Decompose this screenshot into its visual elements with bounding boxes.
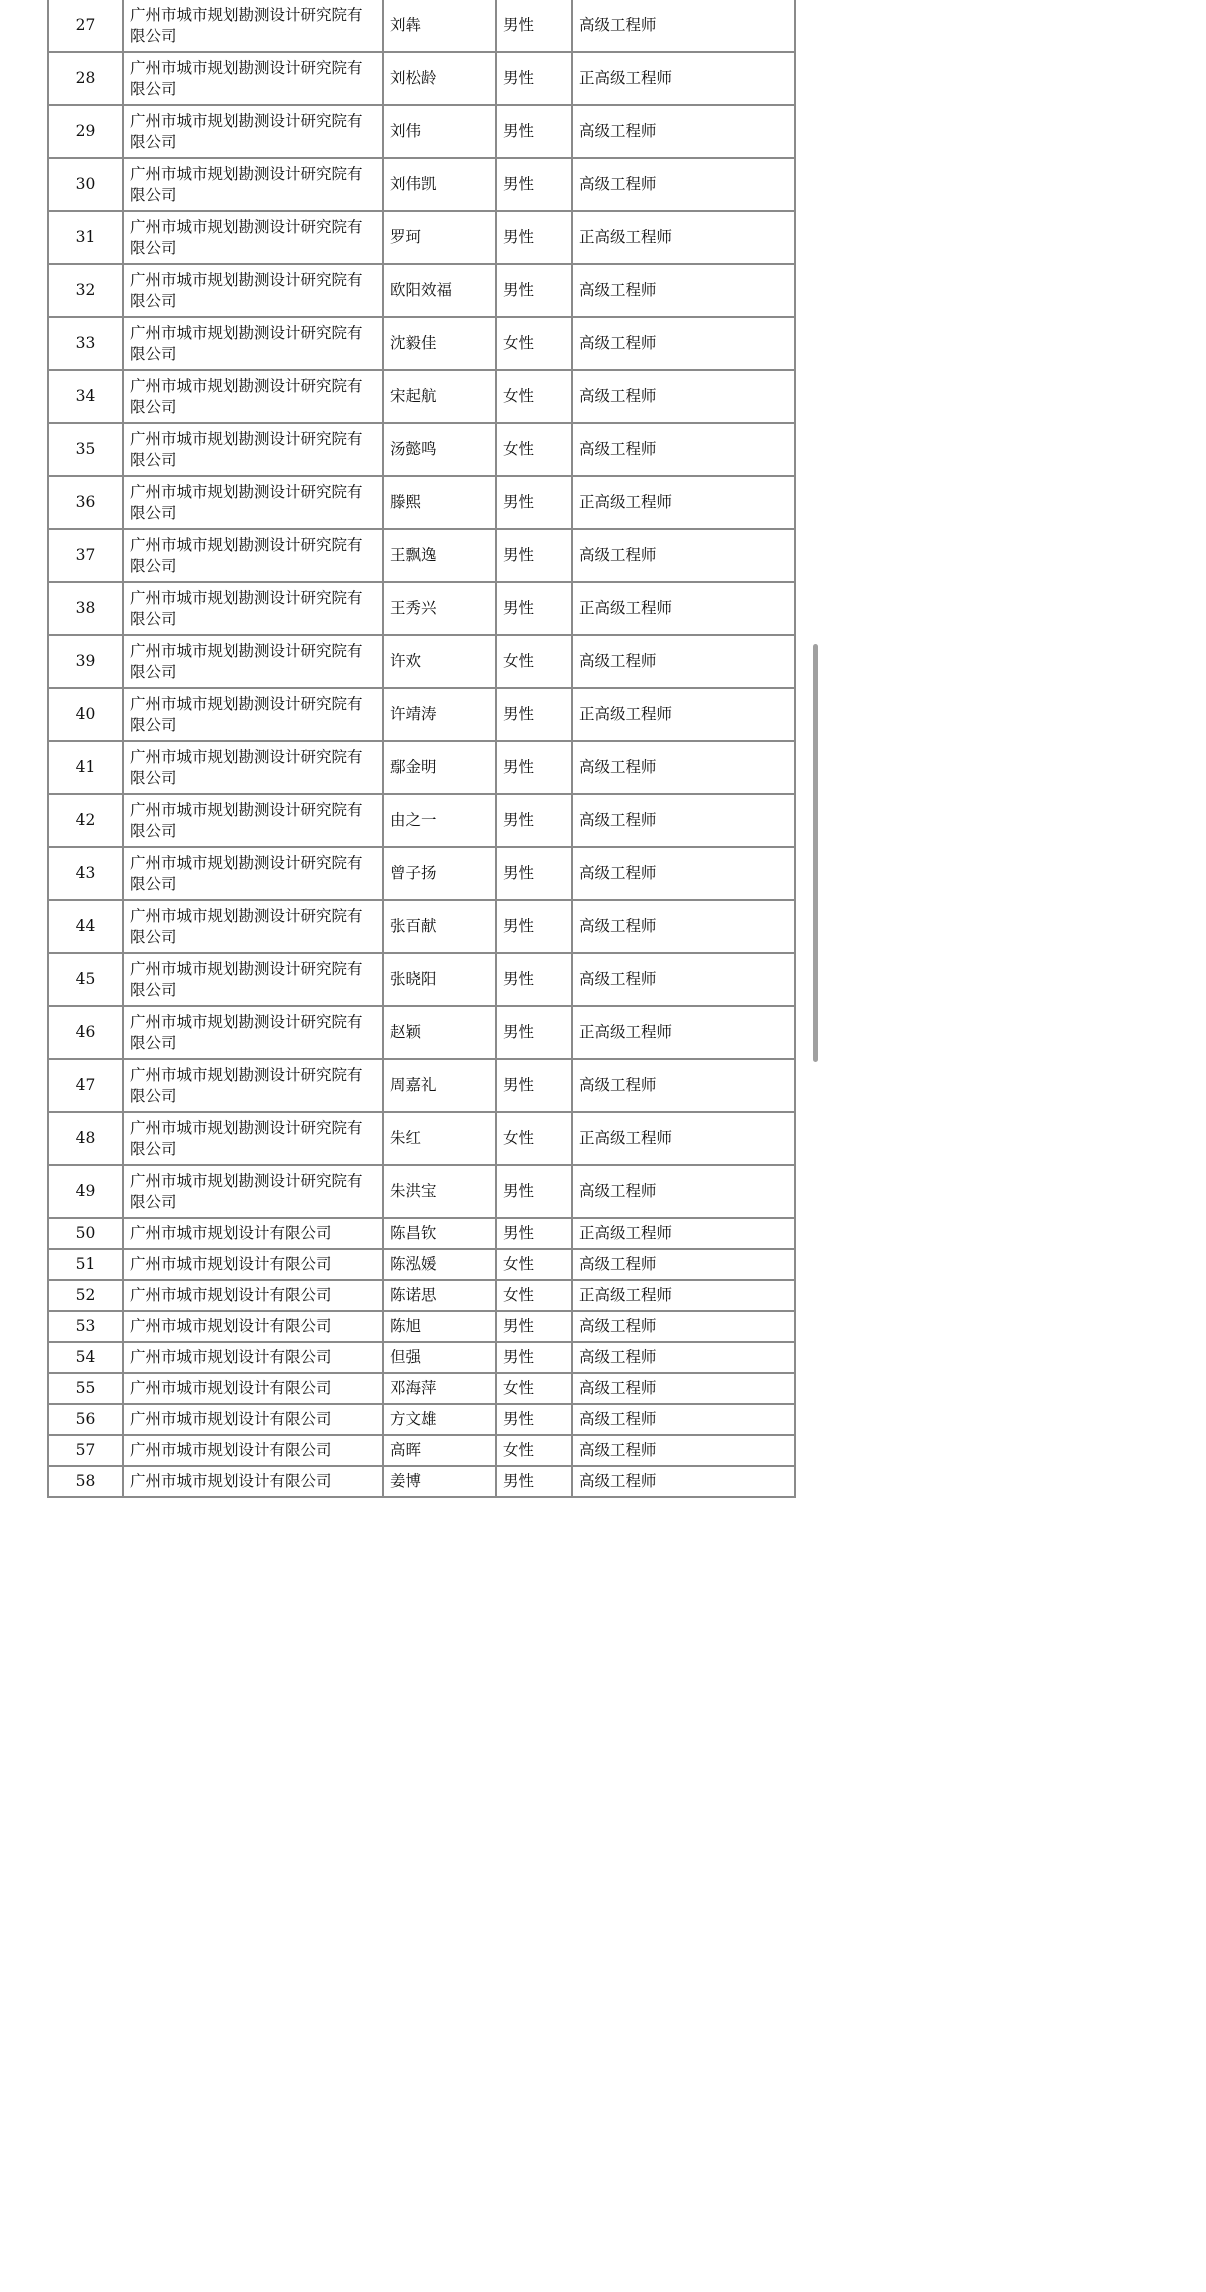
gender-cell: 男性	[496, 211, 572, 264]
person-name-cell: 鄢金明	[383, 741, 496, 794]
table-row	[48, 1059, 795, 1112]
gender-cell: 男性	[496, 105, 572, 158]
table-row	[48, 741, 795, 794]
gender-cell: 女性	[496, 317, 572, 370]
organization-cell: 广州市城市规划勘测设计研究院有限公司	[123, 317, 383, 370]
table-row	[48, 52, 795, 105]
table-row	[48, 635, 795, 688]
table-row	[48, 370, 795, 423]
organization-cell: 广州市城市规划勘测设计研究院有限公司	[123, 900, 383, 953]
gender-cell: 男性	[496, 794, 572, 847]
person-name-cell: 张晓阳	[383, 953, 496, 1006]
person-name-cell: 赵颖	[383, 1006, 496, 1059]
person-name-cell: 滕熙	[383, 476, 496, 529]
gender-cell: 男性	[496, 1342, 572, 1373]
professional-title-cell: 高级工程师	[572, 847, 795, 900]
row-number-cell: 54	[48, 1342, 123, 1373]
gender-cell: 女性	[496, 1435, 572, 1466]
person-name-cell: 许欢	[383, 635, 496, 688]
person-name-cell: 姜博	[383, 1466, 496, 1497]
gender-cell: 男性	[496, 264, 572, 317]
professional-title-cell: 高级工程师	[572, 953, 795, 1006]
person-name-cell: 陈旭	[383, 1311, 496, 1342]
personnel-table	[47, 0, 796, 1498]
professional-title-cell: 高级工程师	[572, 1435, 795, 1466]
person-name-cell: 汤懿鸣	[383, 423, 496, 476]
row-number-cell: 52	[48, 1280, 123, 1311]
gender-cell: 女性	[496, 1373, 572, 1404]
row-number-cell: 35	[48, 423, 123, 476]
row-number-cell: 46	[48, 1006, 123, 1059]
row-number-cell: 33	[48, 317, 123, 370]
organization-cell: 广州市城市规划勘测设计研究院有限公司	[123, 847, 383, 900]
person-name-cell: 罗珂	[383, 211, 496, 264]
organization-cell: 广州市城市规划勘测设计研究院有限公司	[123, 582, 383, 635]
table-row	[48, 953, 795, 1006]
table-row	[48, 1342, 795, 1373]
organization-cell: 广州市城市规划设计有限公司	[123, 1373, 383, 1404]
vertical-scrollbar[interactable]	[813, 644, 818, 1062]
professional-title-cell: 高级工程师	[572, 105, 795, 158]
professional-title-cell: 高级工程师	[572, 317, 795, 370]
person-name-cell: 沈毅佳	[383, 317, 496, 370]
professional-title-cell: 高级工程师	[572, 1466, 795, 1497]
person-name-cell: 刘犇	[383, 0, 496, 52]
gender-cell: 男性	[496, 1059, 572, 1112]
row-number-cell: 48	[48, 1112, 123, 1165]
gender-cell: 男性	[496, 1466, 572, 1497]
table-row	[48, 158, 795, 211]
gender-cell: 男性	[496, 52, 572, 105]
organization-cell: 广州市城市规划勘测设计研究院有限公司	[123, 264, 383, 317]
gender-cell: 男性	[496, 900, 572, 953]
gender-cell: 男性	[496, 0, 572, 52]
table-row	[48, 900, 795, 953]
person-name-cell: 由之一	[383, 794, 496, 847]
organization-cell: 广州市城市规划设计有限公司	[123, 1280, 383, 1311]
row-number-cell: 30	[48, 158, 123, 211]
gender-cell: 男性	[496, 741, 572, 794]
person-name-cell: 刘伟	[383, 105, 496, 158]
person-name-cell: 王秀兴	[383, 582, 496, 635]
professional-title-cell: 正高级工程师	[572, 476, 795, 529]
professional-title-cell: 高级工程师	[572, 1373, 795, 1404]
row-number-cell: 51	[48, 1249, 123, 1280]
gender-cell: 男性	[496, 688, 572, 741]
gender-cell: 男性	[496, 1404, 572, 1435]
gender-cell: 女性	[496, 1112, 572, 1165]
organization-cell: 广州市城市规划设计有限公司	[123, 1218, 383, 1249]
person-name-cell: 刘松龄	[383, 52, 496, 105]
row-number-cell: 58	[48, 1466, 123, 1497]
organization-cell: 广州市城市规划勘测设计研究院有限公司	[123, 1112, 383, 1165]
person-name-cell: 欧阳效福	[383, 264, 496, 317]
person-name-cell: 陈泓媛	[383, 1249, 496, 1280]
person-name-cell: 但强	[383, 1342, 496, 1373]
row-number-cell: 47	[48, 1059, 123, 1112]
organization-cell: 广州市城市规划设计有限公司	[123, 1311, 383, 1342]
person-name-cell: 朱红	[383, 1112, 496, 1165]
table-row	[48, 1280, 795, 1311]
professional-title-cell: 高级工程师	[572, 1404, 795, 1435]
professional-title-cell: 正高级工程师	[572, 1218, 795, 1249]
gender-cell: 女性	[496, 1249, 572, 1280]
gender-cell: 男性	[496, 953, 572, 1006]
row-number-cell: 45	[48, 953, 123, 1006]
gender-cell: 男性	[496, 529, 572, 582]
table-row	[48, 1112, 795, 1165]
professional-title-cell: 高级工程师	[572, 1165, 795, 1218]
organization-cell: 广州市城市规划勘测设计研究院有限公司	[123, 158, 383, 211]
table-row	[48, 847, 795, 900]
row-number-cell: 41	[48, 741, 123, 794]
professional-title-cell: 高级工程师	[572, 1059, 795, 1112]
professional-title-cell: 正高级工程师	[572, 52, 795, 105]
row-number-cell: 40	[48, 688, 123, 741]
row-number-cell: 37	[48, 529, 123, 582]
table-row	[48, 476, 795, 529]
row-number-cell: 53	[48, 1311, 123, 1342]
organization-cell: 广州市城市规划勘测设计研究院有限公司	[123, 105, 383, 158]
table-row	[48, 264, 795, 317]
organization-cell: 广州市城市规划勘测设计研究院有限公司	[123, 211, 383, 264]
professional-title-cell: 高级工程师	[572, 1311, 795, 1342]
person-name-cell: 陈诺思	[383, 1280, 496, 1311]
person-name-cell: 方文雄	[383, 1404, 496, 1435]
professional-title-cell: 高级工程师	[572, 264, 795, 317]
professional-title-cell: 正高级工程师	[572, 1006, 795, 1059]
row-number-cell: 34	[48, 370, 123, 423]
person-name-cell: 朱洪宝	[383, 1165, 496, 1218]
gender-cell: 男性	[496, 1165, 572, 1218]
professional-title-cell: 高级工程师	[572, 423, 795, 476]
organization-cell: 广州市城市规划勘测设计研究院有限公司	[123, 794, 383, 847]
gender-cell: 男性	[496, 476, 572, 529]
table-row	[48, 794, 795, 847]
row-number-cell: 49	[48, 1165, 123, 1218]
gender-cell: 男性	[496, 1218, 572, 1249]
organization-cell: 广州市城市规划设计有限公司	[123, 1466, 383, 1497]
person-name-cell: 高晖	[383, 1435, 496, 1466]
row-number-cell: 39	[48, 635, 123, 688]
person-name-cell: 周嘉礼	[383, 1059, 496, 1112]
table-row	[48, 1404, 795, 1435]
organization-cell: 广州市城市规划勘测设计研究院有限公司	[123, 1165, 383, 1218]
organization-cell: 广州市城市规划勘测设计研究院有限公司	[123, 370, 383, 423]
organization-cell: 广州市城市规划勘测设计研究院有限公司	[123, 0, 383, 52]
row-number-cell: 28	[48, 52, 123, 105]
professional-title-cell: 正高级工程师	[572, 582, 795, 635]
organization-cell: 广州市城市规划勘测设计研究院有限公司	[123, 423, 383, 476]
gender-cell: 男性	[496, 158, 572, 211]
professional-title-cell: 高级工程师	[572, 635, 795, 688]
gender-cell: 女性	[496, 635, 572, 688]
professional-title-cell: 高级工程师	[572, 529, 795, 582]
organization-cell: 广州市城市规划勘测设计研究院有限公司	[123, 529, 383, 582]
person-name-cell: 邓海萍	[383, 1373, 496, 1404]
table-row	[48, 1249, 795, 1280]
table-row	[48, 1435, 795, 1466]
gender-cell: 男性	[496, 847, 572, 900]
professional-title-cell: 高级工程师	[572, 158, 795, 211]
row-number-cell: 43	[48, 847, 123, 900]
organization-cell: 广州市城市规划勘测设计研究院有限公司	[123, 635, 383, 688]
row-number-cell: 32	[48, 264, 123, 317]
gender-cell: 男性	[496, 1006, 572, 1059]
organization-cell: 广州市城市规划勘测设计研究院有限公司	[123, 953, 383, 1006]
row-number-cell: 38	[48, 582, 123, 635]
professional-title-cell: 高级工程师	[572, 741, 795, 794]
row-number-cell: 55	[48, 1373, 123, 1404]
professional-title-cell: 高级工程师	[572, 1342, 795, 1373]
table-row	[48, 582, 795, 635]
organization-cell: 广州市城市规划勘测设计研究院有限公司	[123, 1006, 383, 1059]
person-name-cell: 宋起航	[383, 370, 496, 423]
gender-cell: 女性	[496, 1280, 572, 1311]
personnel-table-body	[48, 0, 795, 1497]
person-name-cell: 张百献	[383, 900, 496, 953]
person-name-cell: 陈昌钦	[383, 1218, 496, 1249]
organization-cell: 广州市城市规划勘测设计研究院有限公司	[123, 52, 383, 105]
table-row	[48, 1311, 795, 1342]
table-row	[48, 688, 795, 741]
organization-cell: 广州市城市规划设计有限公司	[123, 1249, 383, 1280]
row-number-cell: 50	[48, 1218, 123, 1249]
row-number-cell: 57	[48, 1435, 123, 1466]
professional-title-cell: 高级工程师	[572, 1249, 795, 1280]
table-row	[48, 1373, 795, 1404]
table-row	[48, 317, 795, 370]
table-row	[48, 1466, 795, 1497]
person-name-cell: 许靖涛	[383, 688, 496, 741]
table-row	[48, 1006, 795, 1059]
organization-cell: 广州市城市规划勘测设计研究院有限公司	[123, 1059, 383, 1112]
row-number-cell: 36	[48, 476, 123, 529]
professional-title-cell: 正高级工程师	[572, 211, 795, 264]
organization-cell: 广州市城市规划勘测设计研究院有限公司	[123, 476, 383, 529]
row-number-cell: 29	[48, 105, 123, 158]
gender-cell: 男性	[496, 1311, 572, 1342]
row-number-cell: 31	[48, 211, 123, 264]
table-row	[48, 1165, 795, 1218]
professional-title-cell: 正高级工程师	[572, 1280, 795, 1311]
professional-title-cell: 高级工程师	[572, 794, 795, 847]
organization-cell: 广州市城市规划勘测设计研究院有限公司	[123, 688, 383, 741]
gender-cell: 女性	[496, 423, 572, 476]
gender-cell: 女性	[496, 370, 572, 423]
professional-title-cell: 高级工程师	[572, 0, 795, 52]
professional-title-cell: 高级工程师	[572, 900, 795, 953]
professional-title-cell: 正高级工程师	[572, 1112, 795, 1165]
organization-cell: 广州市城市规划勘测设计研究院有限公司	[123, 741, 383, 794]
row-number-cell: 44	[48, 900, 123, 953]
organization-cell: 广州市城市规划设计有限公司	[123, 1342, 383, 1373]
organization-cell: 广州市城市规划设计有限公司	[123, 1435, 383, 1466]
professional-title-cell: 正高级工程师	[572, 688, 795, 741]
row-number-cell: 56	[48, 1404, 123, 1435]
table-row	[48, 529, 795, 582]
organization-cell: 广州市城市规划设计有限公司	[123, 1404, 383, 1435]
table-row	[48, 423, 795, 476]
person-name-cell: 王飘逸	[383, 529, 496, 582]
table-row	[48, 0, 795, 52]
table-row	[48, 1218, 795, 1249]
row-number-cell: 27	[48, 0, 123, 52]
row-number-cell: 42	[48, 794, 123, 847]
gender-cell: 男性	[496, 582, 572, 635]
table-row	[48, 105, 795, 158]
professional-title-cell: 高级工程师	[572, 370, 795, 423]
person-name-cell: 刘伟凯	[383, 158, 496, 211]
person-name-cell: 曾子扬	[383, 847, 496, 900]
table-row	[48, 211, 795, 264]
